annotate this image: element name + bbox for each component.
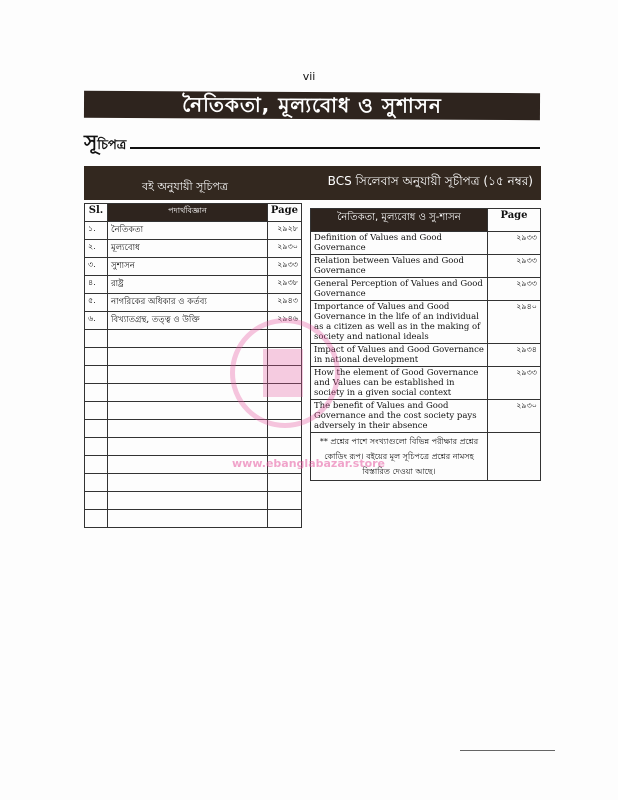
- cell-page: ২৯৩৩: [488, 232, 541, 255]
- table-row: [85, 276, 302, 294]
- cell-page: ২৯২৮: [267, 222, 301, 240]
- cell-page: ২৯৩৩: [267, 258, 301, 276]
- cell-sl: [85, 510, 108, 528]
- header-sl: Sl.: [85, 204, 108, 222]
- cell-content: মূল্যবোধ: [108, 240, 268, 258]
- cell-page: ২৯৩৩: [488, 255, 541, 278]
- cell-content: [108, 420, 268, 438]
- cell-sl: [85, 438, 108, 456]
- cell-topic: Impact of Values and Good Governance in national development: [311, 344, 488, 367]
- watermark-logo: [230, 318, 340, 428]
- table-row: [311, 255, 541, 278]
- table-row: [311, 344, 541, 367]
- cell-content: [108, 438, 268, 456]
- chapter-title-banner: নৈতিকতা, মূল্যবোধ ও সুশাসন: [84, 91, 540, 120]
- table-row: [311, 301, 541, 344]
- cell-page: [267, 474, 301, 492]
- header-subject: পদার্থবিজ্ঞান: [108, 204, 268, 222]
- header-page: Page: [488, 209, 541, 232]
- cell-content: নৈতিকতা: [108, 222, 268, 240]
- cell-empty: [488, 433, 541, 481]
- table-row: [311, 278, 541, 301]
- divider-line: [130, 147, 540, 149]
- cell-topic: Definition of Values and Good Governance: [311, 232, 488, 255]
- footer-line: [460, 750, 555, 751]
- cell-sl: [85, 492, 108, 510]
- banner-right-label: BCS সিলেবাস অনুযায়ী সূচীপত্র (১৫ নম্বর): [327, 174, 533, 188]
- cell-content: নাগরিকের অধিকার ও কর্তব্য: [108, 294, 268, 312]
- cell-sl: [85, 330, 108, 348]
- cell-content: [108, 492, 268, 510]
- cell-topic: How the element of Good Governance and Values can be established in society in a given social context: [311, 367, 488, 400]
- cell-topic: General Perception of Values and Good Governance: [311, 278, 488, 301]
- cell-page: ২৯৩০: [488, 400, 541, 433]
- watermark-text: www.ebanglabazar.store: [232, 457, 386, 470]
- cell-sl: [85, 384, 108, 402]
- cell-content: সুশাসন: [108, 258, 268, 276]
- header-topic: নৈতিকতা, মূল্যবোধ ও সু-শাসন: [311, 209, 488, 232]
- cell-sl: ১.: [85, 222, 108, 240]
- cell-sl: [85, 348, 108, 366]
- cell-content: বিখ্যাতগ্রন্থ, তত্ত্ব ও উক্তি: [108, 312, 268, 330]
- table-row: [85, 222, 302, 240]
- header-page: Page: [267, 204, 301, 222]
- cell-page: ২৯৩৩: [488, 278, 541, 301]
- cell-sl: [85, 402, 108, 420]
- cell-sl: ৪.: [85, 276, 108, 294]
- cell-page: ২৯৩০: [267, 240, 301, 258]
- cell-sl: [85, 456, 108, 474]
- cell-sl: ৫.: [85, 294, 108, 312]
- cell-content: [108, 510, 268, 528]
- cell-content: [108, 474, 268, 492]
- cell-topic: Importance of Values and Good Governance in the life of an individual as a citizen as well as in the making of society and national ideals: [311, 301, 488, 344]
- cell-page: [267, 510, 301, 528]
- cell-sl: ৬.: [85, 312, 108, 330]
- cell-page: ২৯৪৩: [267, 294, 301, 312]
- cell-page: ২৯৩৩: [488, 367, 541, 400]
- toc-heading: [84, 128, 126, 161]
- toc-heading-initial: সূ: [84, 130, 98, 154]
- section-banner: [84, 166, 541, 200]
- cell-topic: The benefit of Values and Good Governance and the cost society pays adversely in their absence: [311, 400, 488, 433]
- table-row: [85, 474, 302, 492]
- table-row: [85, 240, 302, 258]
- cell-topic: Relation between Values and Good Governance: [311, 255, 488, 278]
- table-row: [85, 294, 302, 312]
- cell-page: ২৯৩৪: [488, 344, 541, 367]
- table-row: [85, 438, 302, 456]
- page-number: vii: [302, 70, 316, 83]
- cell-sl: [85, 420, 108, 438]
- cell-page: [267, 492, 301, 510]
- table-row: [85, 510, 302, 528]
- cell-page: ২৯৩৮: [267, 276, 301, 294]
- cell-sl: ৩.: [85, 258, 108, 276]
- table-row: [311, 232, 541, 255]
- cell-sl: [85, 366, 108, 384]
- cell-page: ২৯৪৬: [267, 312, 301, 330]
- cell-content: রাষ্ট্র: [108, 276, 268, 294]
- table-row: [85, 492, 302, 510]
- footnote: ** প্রশ্নের পাশে সংখ্যাগুলো বিভিন্ন পরীক্ষার প্রশ্নের কোডিং রূপ। বইয়ের মূল সূচিপত্রে প্রশ্নের নামসহ বিস্তারিত দেওয়া আছে।: [311, 433, 488, 481]
- table-row: [85, 258, 302, 276]
- cell-sl: [85, 474, 108, 492]
- toc-heading-rest: চিপত্র: [97, 138, 127, 153]
- table-row: [311, 400, 541, 433]
- syllabus-contents-table: [310, 208, 541, 481]
- banner-left-label: বই অনুযায়ী সূচিপত্র: [142, 180, 228, 193]
- table-row: [311, 367, 541, 400]
- cell-sl: ২.: [85, 240, 108, 258]
- cell-page: [267, 438, 301, 456]
- cell-page: ২৯৪০: [488, 301, 541, 344]
